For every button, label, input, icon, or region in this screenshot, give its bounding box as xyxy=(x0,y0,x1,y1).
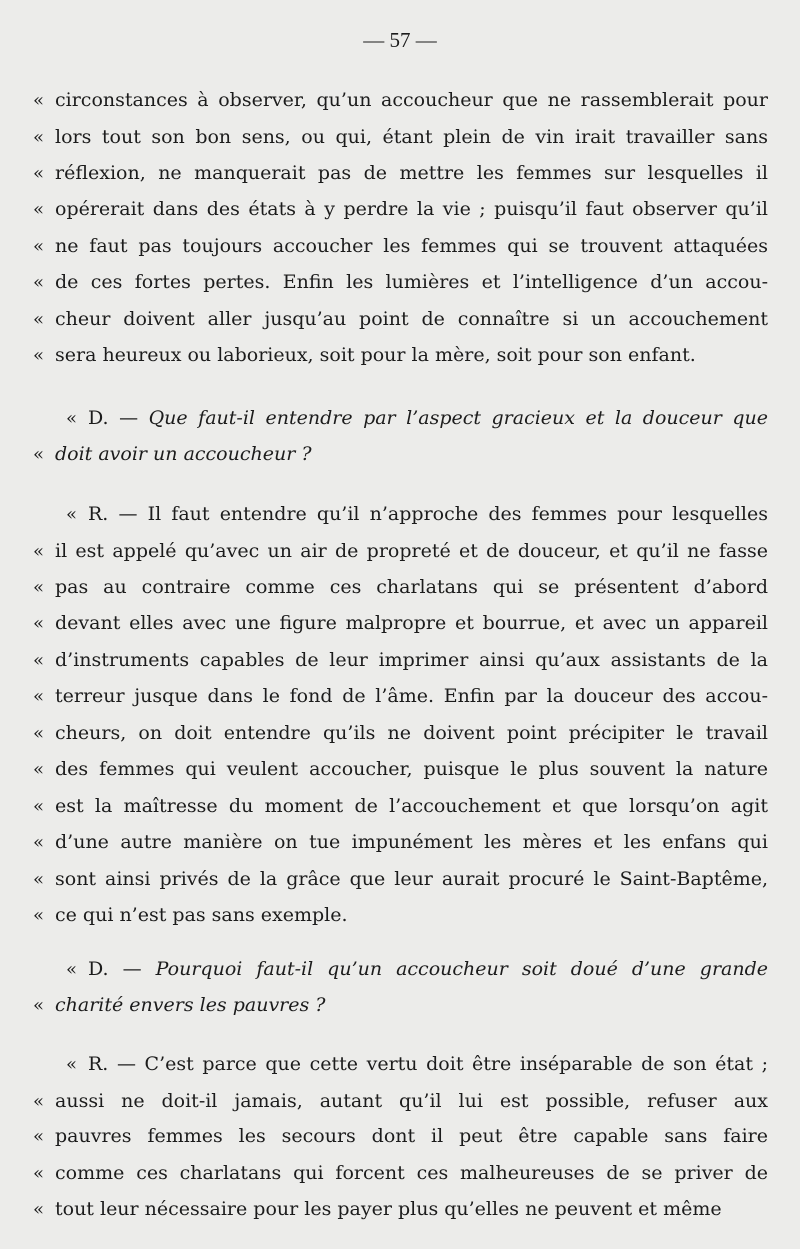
opening-quote-mark: « xyxy=(66,959,78,980)
line-text xyxy=(55,794,768,818)
text-line xyxy=(33,161,768,185)
opening-quote-mark: « xyxy=(33,1163,45,1184)
opening-quote-mark: « xyxy=(33,345,45,366)
text-line xyxy=(33,903,348,927)
text-line xyxy=(33,1197,722,1221)
line-text xyxy=(55,270,768,294)
line-text xyxy=(88,502,768,526)
opening-quote-mark: « xyxy=(33,577,45,598)
text-line xyxy=(33,830,768,854)
plain-text: devant elles avec une figure malpropre et bourrue, et avec un appareil xyxy=(55,612,768,634)
italic-question-text: Pourquoi faut-il qu’un accoucheur soit doué d’une grande xyxy=(155,958,768,980)
text-line xyxy=(33,343,696,367)
text-line xyxy=(33,757,768,781)
plain-text: d’une autre manière on tue impunément les mères et les enfans qui xyxy=(55,831,768,853)
text-line xyxy=(33,794,768,818)
text-line xyxy=(66,957,768,981)
opening-quote-mark: « xyxy=(33,1091,45,1112)
plain-text: D. — xyxy=(88,407,149,429)
line-text xyxy=(55,867,768,891)
plain-text: terreur jusque dans le fond de l’âme. Enfin par la douceur des accou- xyxy=(55,685,768,707)
italic-question-text: charité envers les pauvres ? xyxy=(55,994,326,1016)
text-line xyxy=(33,197,768,221)
opening-quote-mark: « xyxy=(33,905,45,926)
plain-text: réflexion, ne manquerait pas de mettre les femmes sur lesquelles il xyxy=(55,162,768,184)
opening-quote-mark: « xyxy=(33,613,45,634)
text-line xyxy=(66,406,768,430)
opening-quote-mark: « xyxy=(33,832,45,853)
opening-quote-mark: « xyxy=(33,127,45,148)
opening-quote-mark: « xyxy=(33,444,45,465)
plain-text: cheurs, on doit entendre qu’ils ne doivent point précipiter le travail xyxy=(55,722,768,744)
line-text xyxy=(55,234,768,258)
line-text xyxy=(55,197,768,221)
line-text xyxy=(55,88,768,112)
line-text xyxy=(55,684,768,708)
opening-quote-mark: « xyxy=(33,1199,45,1220)
line-text xyxy=(55,575,768,599)
text-line xyxy=(33,611,768,635)
text-line xyxy=(33,270,768,294)
plain-text: sera heureux ou laborieux, soit pour la mère, soit pour son enfant. xyxy=(55,344,696,366)
text-line xyxy=(33,648,768,672)
plain-text: aussi ne doit-il jamais, autant qu’il lui est possible, refuser aux xyxy=(55,1090,768,1112)
text-line xyxy=(33,234,768,258)
plain-text: cheur doivent aller jusqu’au point de connaître si un accouchement xyxy=(55,308,768,330)
line-text xyxy=(55,442,312,466)
line-text xyxy=(55,161,768,185)
plain-text: pas au contraire comme ces charlatans qui se présentent d’abord xyxy=(55,576,768,598)
line-text xyxy=(55,1161,768,1185)
text-line xyxy=(33,993,326,1017)
opening-quote-mark: « xyxy=(66,504,78,525)
line-text xyxy=(55,721,768,745)
plain-text: sont ainsi privés de la grâce que leur aurait procuré le Saint-Baptême, xyxy=(55,868,768,890)
plain-text: lors tout son bon sens, ou qui, étant plein de vin irait travailler sans xyxy=(55,126,768,148)
opening-quote-mark: « xyxy=(33,869,45,890)
opening-quote-mark: « xyxy=(33,723,45,744)
opening-quote-mark: « xyxy=(33,686,45,707)
opening-quote-mark: « xyxy=(33,272,45,293)
line-text xyxy=(88,406,768,430)
plain-text: des femmes qui veulent accoucher, puisque le plus souvent la nature xyxy=(55,758,768,780)
opening-quote-mark: « xyxy=(33,541,45,562)
line-text xyxy=(55,343,696,367)
plain-text: ce qui n’est pas sans exemple. xyxy=(55,904,348,926)
line-text xyxy=(55,903,348,927)
text-line xyxy=(33,1161,768,1185)
text-line xyxy=(33,307,768,331)
line-text xyxy=(55,125,768,149)
line-text xyxy=(55,830,768,854)
line-text xyxy=(88,1052,768,1076)
opening-quote-mark: « xyxy=(33,995,45,1016)
text-line xyxy=(66,502,768,526)
line-text xyxy=(55,757,768,781)
italic-question-text: Que faut-il entendre par l’aspect gracieux et la douceur que xyxy=(148,407,768,429)
plain-text: de ces fortes pertes. Enfin les lumières et l’intelligence d’un accou- xyxy=(55,271,768,293)
line-text xyxy=(55,611,768,635)
text-line xyxy=(33,867,768,891)
text-line xyxy=(33,684,768,708)
italic-question-text: doit avoir un accoucheur ? xyxy=(55,443,312,465)
text-line xyxy=(33,1089,768,1113)
text-line xyxy=(33,442,312,466)
text-line xyxy=(33,575,768,599)
text-line xyxy=(33,88,768,112)
plain-text: il est appelé qu’avec un air de propreté et de douceur, et qu’il ne fasse xyxy=(55,540,768,562)
opening-quote-mark: « xyxy=(33,163,45,184)
plain-text: R. — C’est parce que cette vertu doit être inséparable de son état ; xyxy=(88,1053,768,1075)
plain-text: d’instruments capables de leur imprimer ainsi qu’aux assistants de la xyxy=(55,649,768,671)
plain-text: tout leur nécessaire pour les payer plus qu’elles ne peuvent et même xyxy=(55,1198,722,1220)
opening-quote-mark: « xyxy=(33,650,45,671)
opening-quote-mark: « xyxy=(66,408,78,429)
line-text xyxy=(88,957,768,981)
line-text xyxy=(55,539,768,563)
line-text xyxy=(55,993,326,1017)
text-line xyxy=(66,1052,768,1076)
line-text xyxy=(55,1197,722,1221)
plain-text: comme ces charlatans qui forcent ces malheureuses de se priver de xyxy=(55,1162,768,1184)
text-line xyxy=(33,721,768,745)
line-text xyxy=(55,307,768,331)
plain-text: circonstances à observer, qu’un accoucheur que ne rassemblerait pour xyxy=(55,89,768,111)
page-number: — 57 — xyxy=(363,28,437,52)
line-text xyxy=(55,648,768,672)
opening-quote-mark: « xyxy=(33,199,45,220)
plain-text: ne faut pas toujours accoucher les femmes qui se trouvent attaquées xyxy=(55,235,768,257)
line-text xyxy=(55,1124,768,1148)
plain-text: D. — xyxy=(88,958,156,980)
plain-text: est la maîtresse du moment de l’accouchement et que lorsqu’on agit xyxy=(55,795,768,817)
opening-quote-mark: « xyxy=(66,1054,78,1075)
line-text xyxy=(55,1089,768,1113)
opening-quote-mark: « xyxy=(33,236,45,257)
text-line xyxy=(33,125,768,149)
opening-quote-mark: « xyxy=(33,1126,45,1147)
text-line xyxy=(33,539,768,563)
opening-quote-mark: « xyxy=(33,90,45,111)
plain-text: pauvres femmes les secours dont il peut être capable sans faire xyxy=(55,1125,768,1147)
opening-quote-mark: « xyxy=(33,759,45,780)
opening-quote-mark: « xyxy=(33,796,45,817)
text-line xyxy=(33,1124,768,1148)
plain-text: opérerait dans des états à y perdre la vie ; puisqu’il faut observer qu’il xyxy=(55,198,768,220)
opening-quote-mark: « xyxy=(33,309,45,330)
plain-text: R. — Il faut entendre qu’il n’approche des femmes pour lesquelles xyxy=(88,503,768,525)
